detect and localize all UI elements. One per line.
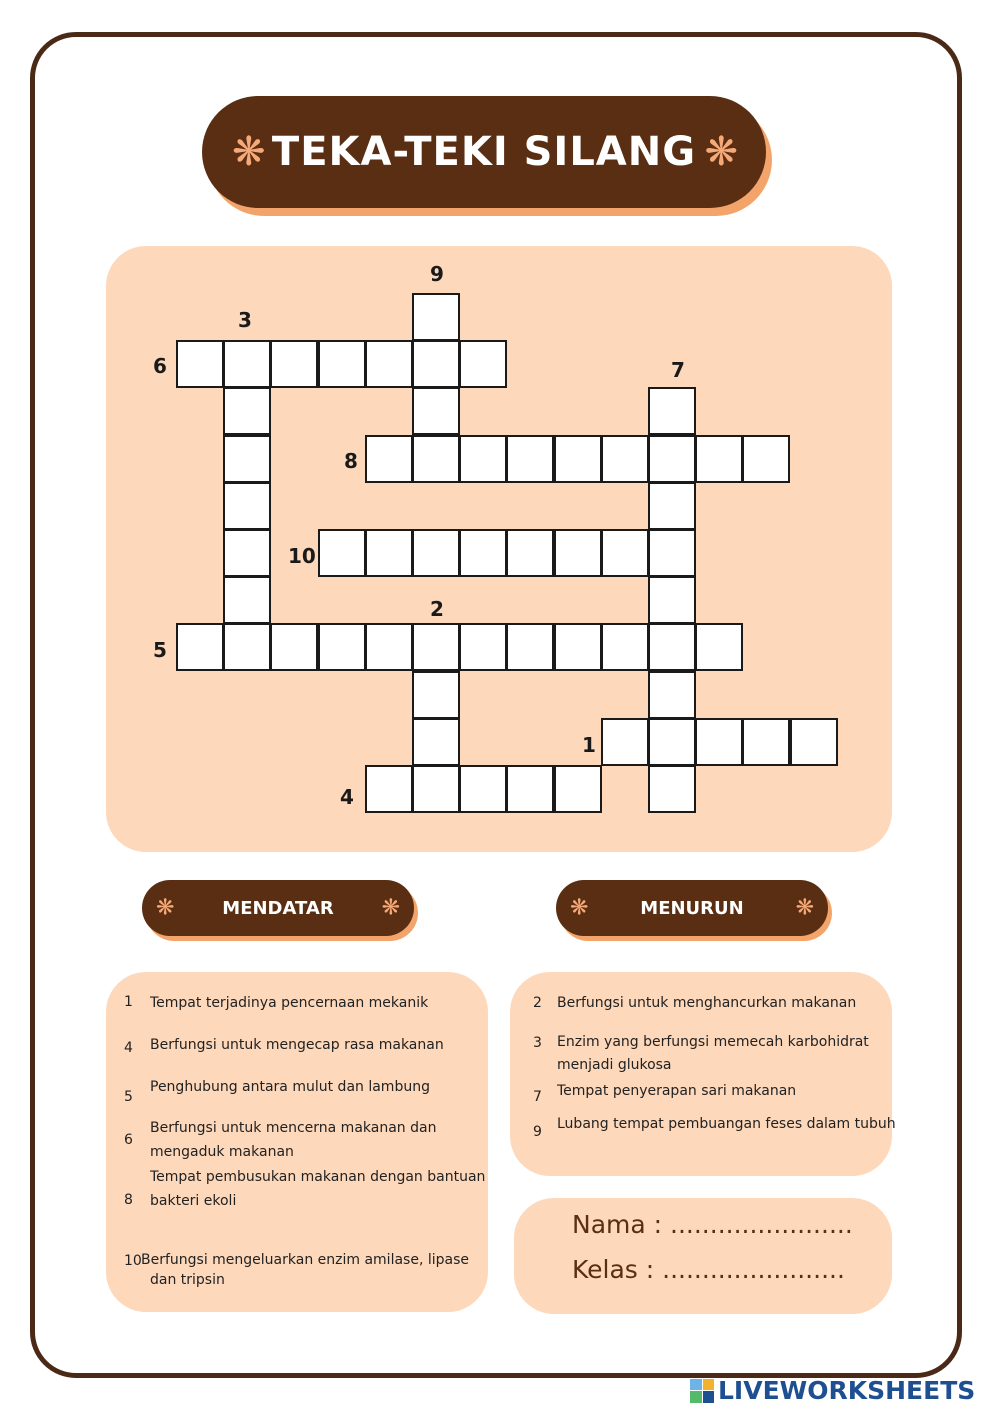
clue-number: 5 [124,1089,133,1105]
crossword-cell[interactable] [601,435,649,483]
crossword-number: 4 [340,785,354,809]
clue-number: 1 [124,994,133,1010]
crossword-number: 2 [430,597,444,621]
crossword-cell[interactable] [459,435,507,483]
flower-icon: ❋ [570,895,589,921]
crossword-number: 9 [430,262,444,286]
crossword-cell[interactable] [742,435,790,483]
crossword-number: 5 [153,638,167,662]
crossword-number: 8 [344,449,358,473]
crossword-cell[interactable] [601,718,649,766]
flower-icon: ❋ [704,129,738,175]
class-field[interactable]: Kelas : ....................... [572,1255,845,1284]
clue-text: Berfungsi untuk menghancurkan makanan [557,995,857,1011]
clue-number: 7 [533,1089,542,1105]
crossword-number: 10 [288,544,316,568]
crossword-cell[interactable] [648,482,696,530]
crossword-cell[interactable] [412,387,460,435]
crossword-cell[interactable] [412,718,460,766]
crossword-cell[interactable] [223,623,271,671]
clue-text: Berfungsi mengeluarkan enzim amilase, lipase [141,1252,470,1268]
clue-text: menjadi glukosa [557,1057,672,1073]
clue-number: 9 [533,1124,542,1140]
crossword-cell[interactable] [270,623,318,671]
crossword-cell[interactable] [223,482,271,530]
crossword-cell[interactable] [459,765,507,813]
crossword-cell[interactable] [223,435,271,483]
crossword-cell[interactable] [695,435,743,483]
across-title: MENDATAR [222,897,334,919]
crossword-number: 1 [582,733,596,757]
name-field[interactable]: Nama : ....................... [572,1210,853,1239]
crossword-cell[interactable] [459,340,507,388]
crossword-number: 3 [238,308,252,332]
crossword-cell[interactable] [459,529,507,577]
crossword-cell[interactable] [412,293,460,341]
clue-number: 8 [124,1192,133,1208]
crossword-cell[interactable] [176,623,224,671]
crossword-cell[interactable] [506,435,554,483]
flower-icon: ❋ [795,895,814,921]
crossword-cell[interactable] [412,340,460,388]
crossword-cell[interactable] [318,340,366,388]
crossword-cell[interactable] [554,435,602,483]
crossword-cell[interactable] [223,387,271,435]
crossword-cell[interactable] [506,765,554,813]
crossword-cell[interactable] [554,529,602,577]
crossword-cell[interactable] [412,623,460,671]
crossword-cell[interactable] [412,529,460,577]
across-header [142,880,414,936]
clue-number: 10 [124,1253,142,1269]
crossword-cell[interactable] [554,623,602,671]
crossword-cell[interactable] [223,340,271,388]
logo-icon [690,1379,714,1403]
crossword-cell[interactable] [412,435,460,483]
crossword-cell[interactable] [223,576,271,624]
crossword-cell[interactable] [270,340,318,388]
crossword-cell[interactable] [695,623,743,671]
clue-text: Tempat penyerapan sari makanan [557,1083,797,1099]
crossword-cell[interactable] [648,387,696,435]
crossword-cell[interactable] [506,529,554,577]
title-banner [202,96,766,208]
flower-icon: ❋ [156,895,175,921]
crossword-cell[interactable] [648,765,696,813]
page-title: TEKA-TEKI SILANG [271,129,697,175]
crossword-cell[interactable] [648,718,696,766]
clue-text: Lubang tempat pembuangan feses dalam tubuh [557,1116,896,1132]
crossword-cell[interactable] [695,718,743,766]
clue-text: dan tripsin [150,1272,225,1288]
crossword-number: 6 [153,354,167,378]
crossword-cell[interactable] [412,765,460,813]
flower-icon: ❋ [381,895,400,921]
clue-number: 3 [533,1035,542,1051]
crossword-cell[interactable] [601,529,649,577]
crossword-cell[interactable] [365,340,413,388]
clue-number: 6 [124,1132,133,1148]
down-title: MENURUN [640,897,744,919]
crossword-cell[interactable] [318,529,366,577]
crossword-cell[interactable] [506,623,554,671]
flower-icon: ❋ [232,129,266,175]
clue-text: bakteri ekoli [150,1193,237,1209]
clue-number: 2 [533,995,542,1011]
crossword-cell[interactable] [459,623,507,671]
clue-text: Berfungsi untuk mencerna makanan dan [150,1120,437,1136]
crossword-cell[interactable] [365,529,413,577]
crossword-cell[interactable] [648,435,696,483]
crossword-cell[interactable] [223,529,271,577]
crossword-cell[interactable] [601,623,649,671]
crossword-cell[interactable] [648,671,696,719]
clue-text: Tempat terjadinya pencernaan mekanik [150,995,429,1011]
logo-text: LIVEWORKSHEETS [718,1376,976,1405]
crossword-number: 7 [671,358,685,382]
crossword-cell[interactable] [365,623,413,671]
clue-text: Penghubung antara mulut dan lambung [150,1079,430,1095]
crossword-cell[interactable] [742,718,790,766]
crossword-cell[interactable] [554,765,602,813]
liveworksheets-logo [690,1376,975,1405]
crossword-cell[interactable] [365,435,413,483]
down-header [556,880,828,936]
clue-text: mengaduk makanan [150,1144,294,1160]
clue-text: Tempat pembusukan makanan dengan bantuan [150,1169,486,1185]
crossword-cell[interactable] [365,765,413,813]
crossword-cell[interactable] [790,718,838,766]
clue-text: Enzim yang berfungsi memecah karbohidrat [557,1034,869,1050]
crossword-cell[interactable] [648,623,696,671]
crossword-cell[interactable] [648,529,696,577]
clue-text: Berfungsi untuk mengecap rasa makanan [150,1037,444,1053]
clue-number: 4 [124,1040,133,1056]
crossword-cell[interactable] [318,623,366,671]
crossword-cell[interactable] [412,671,460,719]
crossword-cell[interactable] [176,340,224,388]
crossword-cell[interactable] [648,576,696,624]
